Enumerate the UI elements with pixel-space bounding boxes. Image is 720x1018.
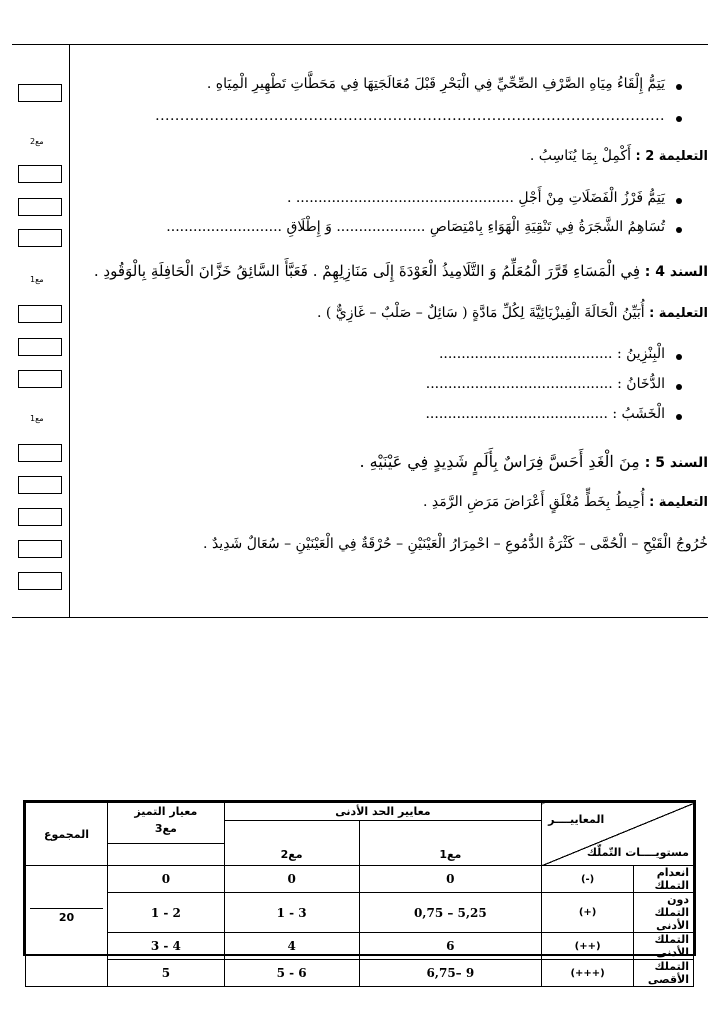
c2-value: 4 [224, 933, 359, 960]
score-box [18, 476, 62, 494]
c3-blank [107, 844, 224, 866]
sanad-5-task-label: التعليمة : [649, 495, 708, 510]
task-2-label: التعليمة 2 : [635, 149, 708, 164]
criteria-levels-header [542, 803, 694, 866]
statement-1: يَتِمُّ إِلْقَاءُ مِيَاهِ الصَّرْفِ الصِّحِّيِّ فِي الْبَحْرِ قَبْلَ مُعَالَجَتِهَا فِي مَحَطَّاتِ تَطْهِيرِ الْمِيَاهِ . [206, 76, 665, 92]
criterion-label: مع2 [30, 137, 44, 146]
level-label: انعدام التملك [634, 866, 694, 893]
criterion-label: مع1 [30, 414, 44, 423]
criteria-header: المعاييــــر [548, 813, 605, 826]
total-value: 20 [58, 911, 75, 924]
sanad-5-label: السند 5 : [644, 455, 708, 471]
excellence-header [107, 803, 224, 844]
task-2 [530, 148, 708, 164]
score-box [18, 444, 62, 462]
material-item: الْبِنْزِينُ : ....................................... [438, 346, 665, 362]
task-2-item-2: تُسَاهِمُ الشَّجَرَةُ فِي تَنْقِيَةِ الْهَوَاءِ بِامْتِصَاصِ .................... وَ إِطْلَاقِ .......................... [166, 219, 665, 235]
sanad-5-text: مِنَ الْغَدِ أَحَسَّ فِرَاسٌ بِأَلَمٍ شَدِيدٍ فِي عَيْنَيْهِ . [359, 452, 640, 471]
score-box [18, 508, 62, 526]
score-box [18, 198, 62, 216]
symptoms-list: خُرُوجُ الْقَيْحِ – الْحُمَّى – كَثْرَةُ الدُّمُوعِ – احْمِرَارُ الْعَيْنَيْنِ – حُرْقَةٌ فِي الْعَيْنَيْنِ – سُعَالٌ شَدِيدٌ . [203, 536, 708, 552]
sanad-4-text: فِي الْمَسَاءِ قَرَّرَ الْمُعَلِّمُ وَ التَّلَامِيذُ الْعَوْدَةَ إِلَى مَنَازِلِهِمْ . فَعَبَّأَ السَّائِقُ خَزَّانَ الْحَافِلَةِ بِالْوَقُودِ . [93, 262, 640, 280]
bullet-icon [676, 116, 682, 122]
c3-value: 3 - 4 [107, 933, 224, 960]
top-border [12, 44, 708, 45]
c3-value: 5 [107, 960, 224, 987]
material-item: الدُّخَانُ : .......................................... [425, 376, 665, 392]
grading-table [25, 802, 694, 987]
score-box [18, 165, 62, 183]
score-box [18, 84, 62, 102]
score-box [18, 572, 62, 590]
sanad-4-task-text: أُبَيِّنُ الْحَالَةَ الْفِيزْيَائِيَّةَ لِكُلِّ مَادَّةٍ ( سَائِلٌ – صَلْبٌ – غَازِيٌّ ) . [316, 305, 645, 321]
score-box [18, 305, 62, 323]
total-header: المجموع [26, 803, 108, 866]
criterion-label: مع1 [30, 275, 44, 284]
sanad-5-task [423, 494, 708, 510]
level-symbol: (++) [542, 933, 634, 960]
material-item: الْخَشَبُ : ......................................... [425, 406, 665, 422]
task-2-text: أَكْمِلْ بِمَا يُنَاسِبُ . [529, 148, 632, 164]
sanad-5-task-text: أُحِيطُ بِخَطٍّ مُغْلَقٍ أَعْرَاضَ مَرَضِ الرَّمَدِ . [422, 494, 645, 510]
bullet-icon [676, 198, 682, 204]
c1-value: 6,75– 9 [359, 960, 542, 987]
sanad-5 [359, 452, 708, 471]
levels-header: مستويــــات التّملّك [586, 846, 689, 859]
answer-line: ....................................................................................................... [155, 108, 665, 124]
bullet-icon [676, 354, 682, 360]
bullet-icon [676, 84, 682, 90]
c1-header: مع1 [359, 821, 542, 866]
c3-label: مع3 [154, 822, 177, 835]
sanad-4 [94, 262, 708, 280]
score-box [18, 338, 62, 356]
score-box [18, 229, 62, 247]
level-label: التملك الأقصى [634, 960, 694, 987]
level-symbol: (+++) [542, 960, 634, 987]
margin-divider [69, 44, 70, 618]
c1-value: 6 [359, 933, 542, 960]
min-criteria-header: معايير الحد الأدنى [224, 803, 541, 821]
total-value-divider [30, 908, 103, 909]
bullet-icon [676, 414, 682, 420]
c1-value: 0 [359, 866, 542, 893]
sanad-4-task [317, 305, 708, 321]
task-2-item-1: يَتِمُّ فَرْزُ الْفَضَلَاتِ مِنْ أَجْلِ ................................................. . [286, 190, 665, 206]
bullet-icon [676, 227, 682, 233]
total-value-cell [26, 866, 108, 987]
level-label: دون التملك الأدنى [634, 893, 694, 933]
c2-header: مع2 [224, 821, 359, 866]
level-symbol: (-) [542, 866, 634, 893]
level-symbol: (+) [542, 893, 634, 933]
score-box [18, 540, 62, 558]
c2-value: 5 - 6 [224, 960, 359, 987]
c3-value: 0 [107, 866, 224, 893]
c1-value: 0,75 – 5,25 [359, 893, 542, 933]
sanad-4-label: السند 4 : [644, 264, 708, 280]
c2-value: 1 - 3 [224, 893, 359, 933]
sanad-4-task-label: التعليمة : [649, 306, 708, 321]
level-label: التملك الأدنى [634, 933, 694, 960]
bottom-border [12, 617, 708, 618]
score-box [18, 370, 62, 388]
bullet-icon [676, 384, 682, 390]
c3-value: 1 - 2 [107, 893, 224, 933]
excellence-title: معيار التميز [134, 805, 198, 818]
c2-value: 0 [224, 866, 359, 893]
